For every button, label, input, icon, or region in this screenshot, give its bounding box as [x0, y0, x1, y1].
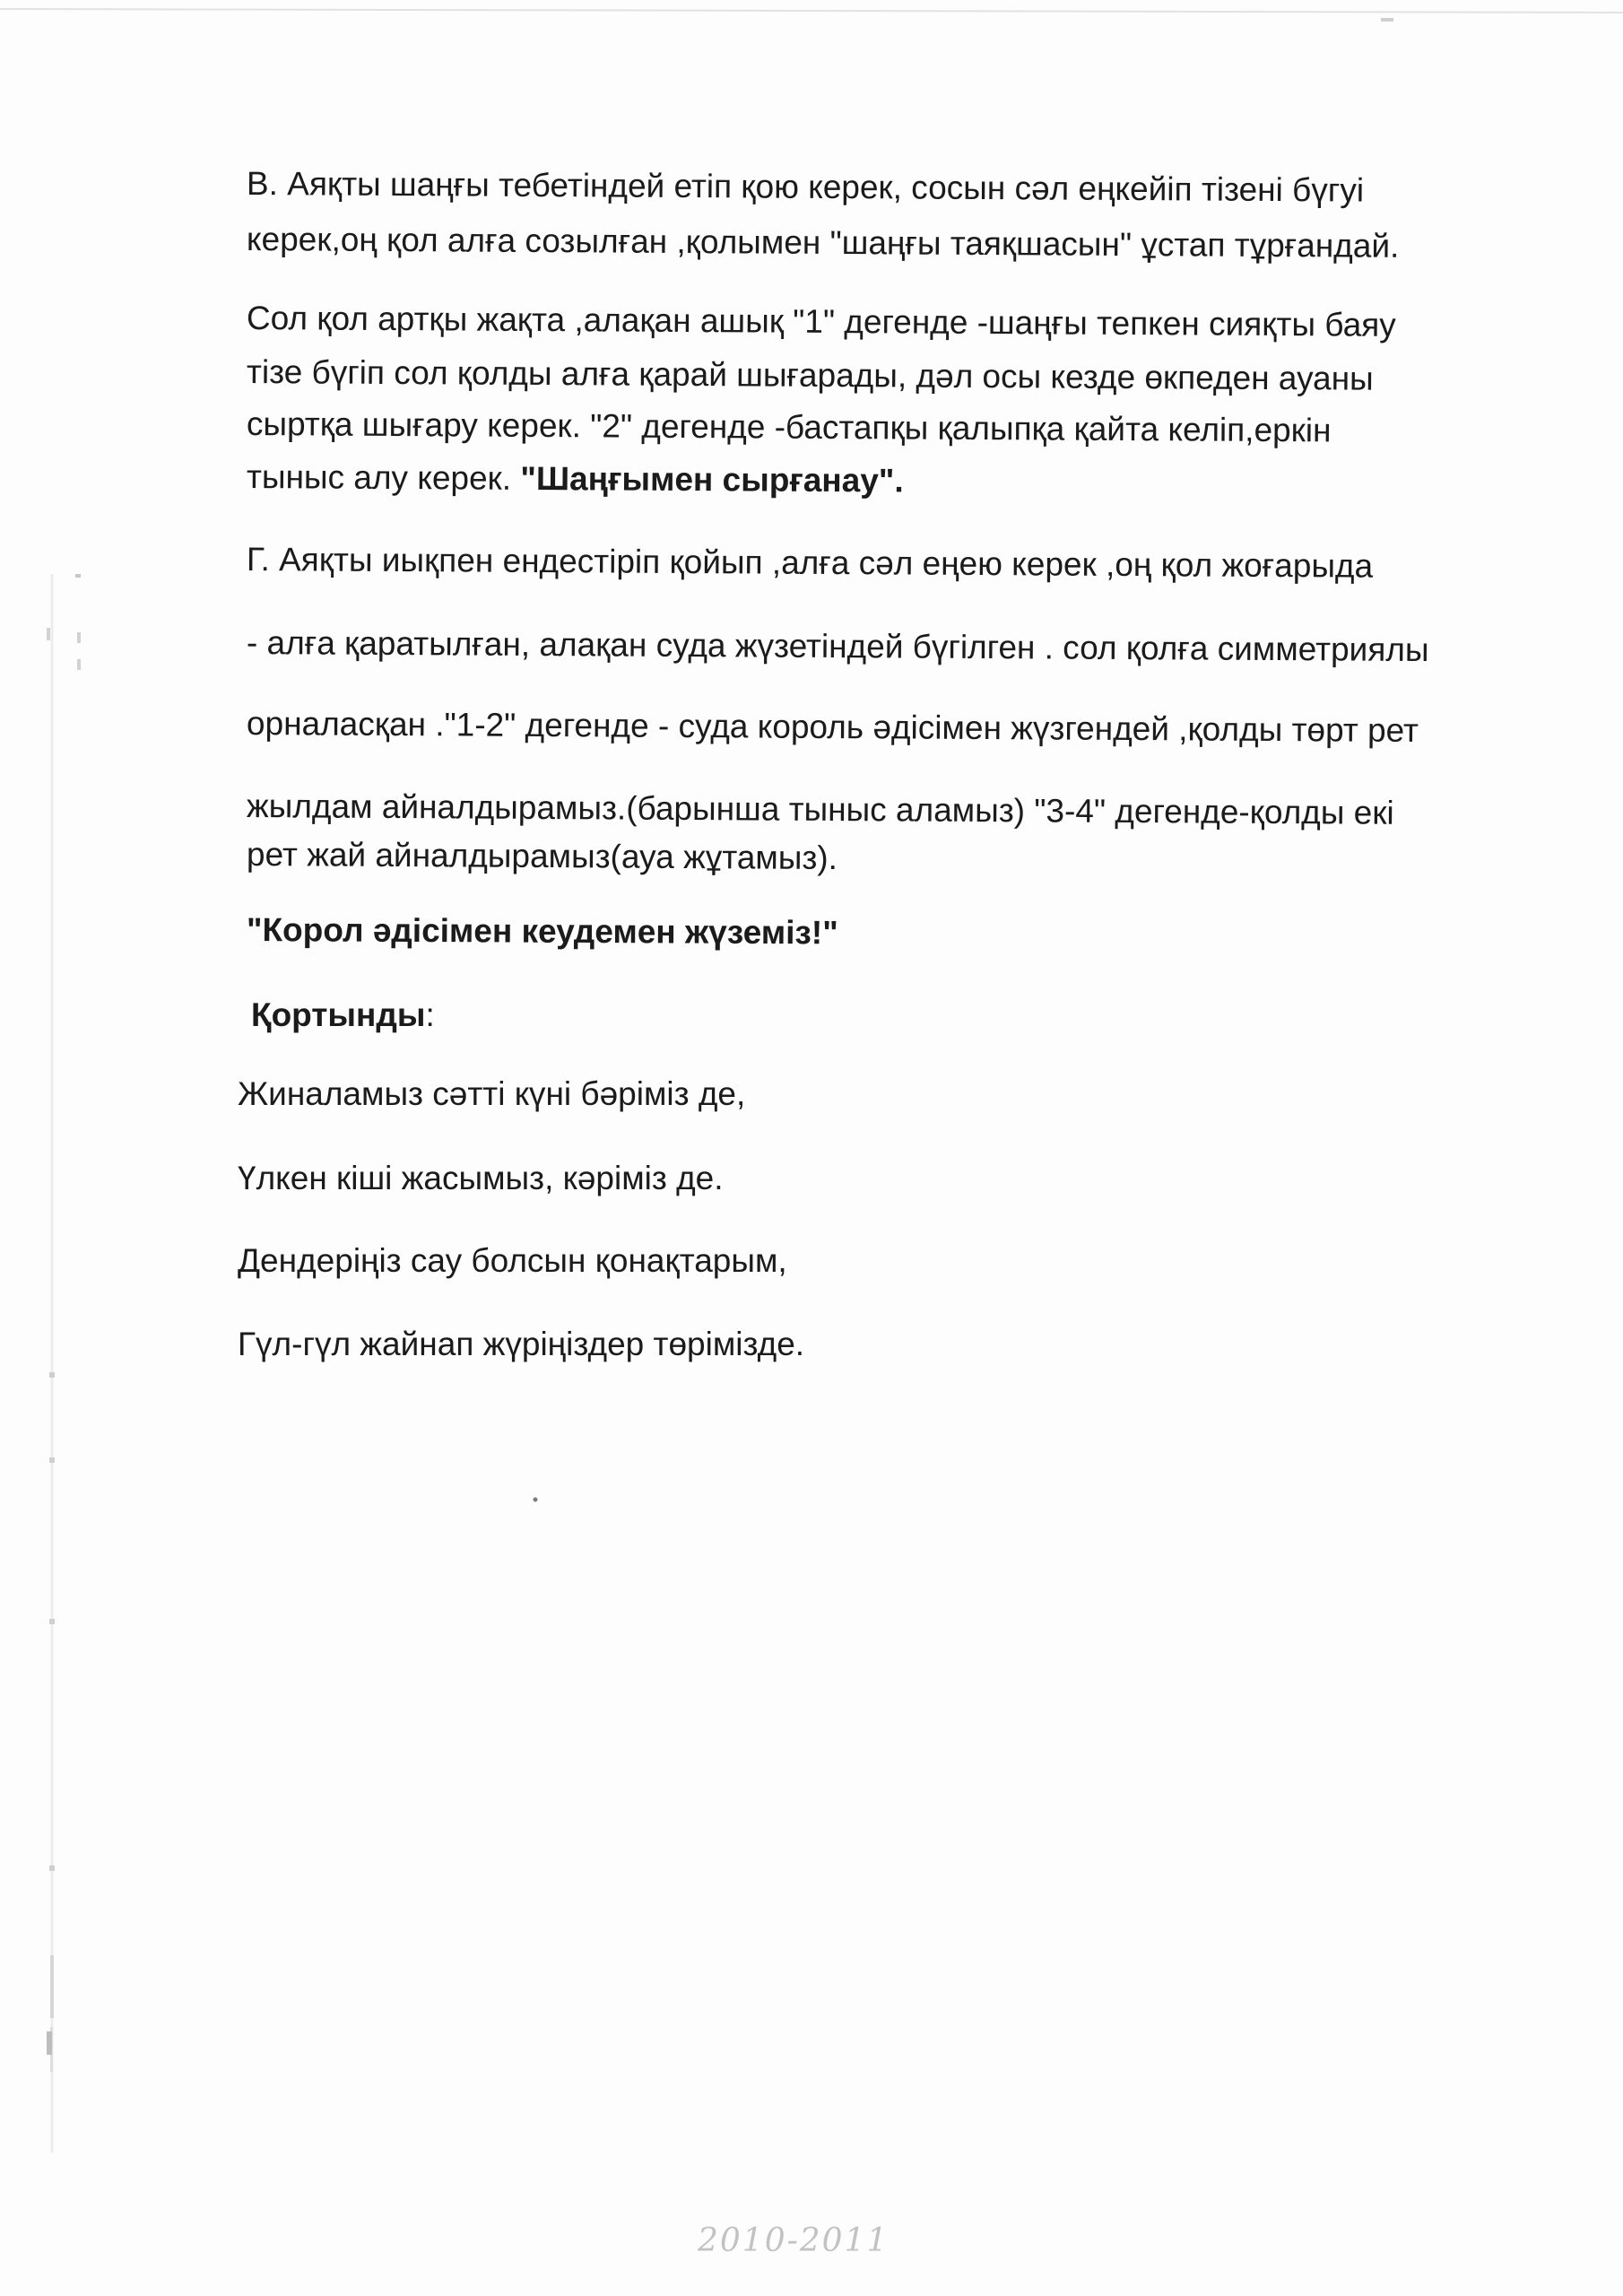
handwritten-year-note: 2010-2011 — [698, 2222, 890, 2259]
paragraph-g-line-4: жылдам айналдырамыз.(барынша тыныс аламыз) "3-4" дегенде-қолды екі — [246, 787, 1394, 831]
poem-line-2: Үлкен кіші жасымыз, кәріміз де. — [238, 1160, 724, 1196]
paragraph-sol-line-3: сыртқа шығару керек. "2" дегенде -бастапқы қалыпқа қайта келіп,еркін — [246, 405, 1332, 449]
conclusion-heading — [251, 996, 435, 1035]
skiing-phrase: "Шаңғымен сырғанау". — [520, 459, 904, 500]
conclusion-colon: : — [425, 996, 435, 1033]
paragraph-g-line-3: орналасқан ."1-2" дегенде - суда король әдісімен жүзгендей ,қолды төрт рет — [246, 705, 1419, 749]
paragraph-g-line-1: Г. Аяқты иықпен ендестіріп қойып ,алға сәл еңею керек ,оң қол жоғарыда — [246, 541, 1374, 585]
poem-line-3: Дендеріңіз сау болсын қонақтарым, — [238, 1242, 787, 1279]
paragraph-sol-line-2: тізе бүгіп сол қолды алға қарай шығарады, дәл осы кезде өкпеден ауаны — [246, 353, 1374, 397]
paragraph-g-line-2: - алға қаратылған, алақан суда жүзетіндей бүгілген . сол қолға симметриялы — [246, 624, 1429, 669]
poem-line-1: Жиналамыз сәтті күні бәріміз де, — [238, 1075, 746, 1112]
poem-line-4: Гүл-гүл жайнап жүріңіздер төрімізде. — [238, 1326, 805, 1362]
paragraph-sol-line-1: Сол қол артқы жақта ,алақан ашық "1" дегенде -шаңғы тепкен сияқты баяу — [246, 300, 1396, 344]
paragraph-sol-line-4 — [247, 457, 904, 500]
korol-heading: "Корол әдісімен кеудемен жүземіз!" — [246, 911, 838, 952]
paragraph-v-line-1: В. Аяқты шаңғы тебетіндей етіп қою керек, сосын сәл еңкейіп тізені бүгуі — [246, 165, 1365, 209]
paragraph-sol-line-4-text: тыныс алу керек. — [246, 458, 521, 497]
paragraph-v-line-2: керек,оң қол алға созылған ,қолымен "шаңғы таяқшасын" ұстап тұрғандай. — [246, 221, 1400, 265]
conclusion-label: Қортынды — [251, 996, 426, 1033]
paragraph-g-line-5: рет жай айналдырамыз(ауа жұтамыз). — [246, 836, 838, 877]
